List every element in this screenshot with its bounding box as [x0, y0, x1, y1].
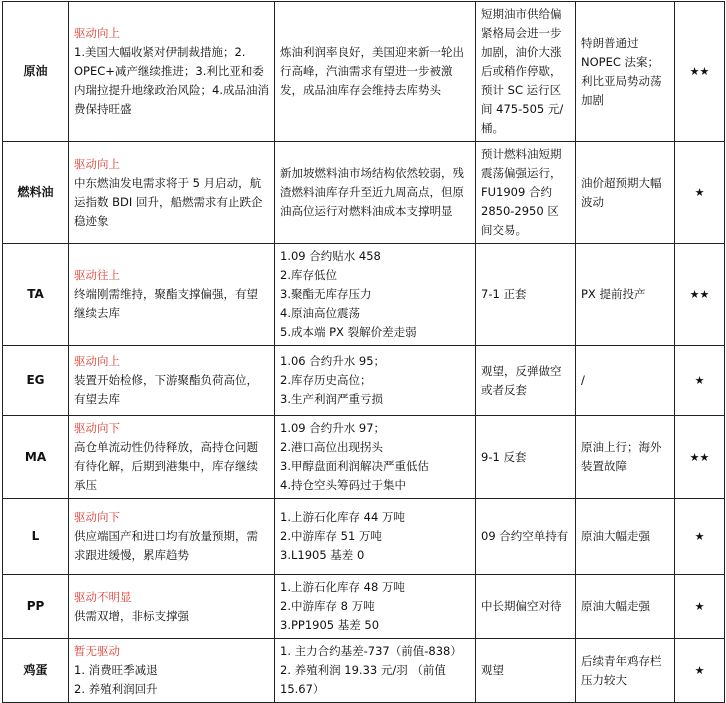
strategy-cell: 观望: [476, 639, 576, 703]
logic-point: 2.中游库存 51 万吨: [280, 529, 382, 543]
logic-cell: [275, 244, 476, 346]
logic-cell: [275, 2, 476, 142]
rating-stars: ★: [675, 346, 725, 416]
commodity-name: 原油: [3, 2, 69, 142]
logic-point: 3.生产利润严重亏损: [280, 392, 383, 406]
logic-point: 4.原油高位震荡: [280, 306, 360, 320]
driver-cell: [69, 244, 275, 346]
rating-stars: ★: [675, 639, 725, 703]
risk-cell: 特朗普通过 NOPEC 法案；利比亚局势动荡加剧: [576, 2, 675, 142]
logic-point: 3.甲醇盘面利润解决严重低估: [280, 459, 429, 473]
logic-point: 2.库存低位: [280, 268, 337, 282]
driver-cell: [69, 416, 275, 499]
driver-direction: 驱动向上: [74, 354, 120, 368]
commodity-name: EG: [3, 346, 69, 416]
logic-point: 2.中游库存 8 万吨: [280, 599, 375, 613]
risk-cell: 原油上行；海外装置故障: [576, 416, 675, 499]
strategy-cell: 09 合约空单持有: [476, 499, 576, 575]
logic-point: 3.PP1905 基差 50: [280, 618, 380, 632]
rating-stars: ★★: [675, 416, 725, 499]
driver-reason: 高仓单流动性仍待释放，高持仓问题有待化解，后期到港集中，库存继续承压: [74, 440, 258, 492]
rating-stars: ★★: [675, 2, 725, 142]
table-row: [3, 2, 725, 142]
logic-point: 4.持仓空头筹码过于集中: [280, 478, 406, 492]
logic-point: 1.09 合约升水 97；: [280, 421, 386, 435]
driver-direction: 驱动向上: [74, 156, 120, 171]
logic-point: 1.09 合约贴水 458: [280, 249, 381, 263]
strategy-cell: 中长期偏空对待: [476, 575, 576, 639]
risk-cell: 原油大幅走强: [576, 499, 675, 575]
driver-direction: 驱动向下: [74, 421, 120, 435]
driver-reason: 终端刚需维持，聚酯支撑偏强，有望继续去库: [74, 287, 258, 320]
logic-point: 2. 养殖利润 19.33 元/羽 （前值 15.67）: [280, 663, 446, 696]
logic-point: 炼油利润率良好，美国迎来新一轮出行高峰，汽油需求有望进一步被激发，成品油库存会维持去库势头: [280, 45, 464, 97]
table-row: [3, 142, 725, 244]
driver-direction: 驱动向上: [74, 26, 120, 40]
driver-cell: [69, 346, 275, 416]
driver-direction: 暂无驱动: [74, 644, 120, 658]
commodity-name: 鸡蛋: [3, 639, 69, 703]
risk-cell: 油价超预期大幅波动: [576, 142, 675, 244]
risk-cell: /: [576, 346, 675, 416]
driver-direction: 驱动向下: [74, 510, 120, 524]
logic-cell: [275, 499, 476, 575]
driver-reason: 1.美国大幅收紧对伊制裁措施；2. OPEC+减产继续推进；3.利比亚和委内瑞拉提升地缘政治风险；4.成品油消费保持旺盛: [74, 45, 269, 116]
driver-direction: 驱动往上: [74, 268, 120, 282]
commodity-name: 燃料油: [3, 142, 69, 244]
driver-cell: [69, 575, 275, 639]
table-body: [3, 2, 725, 703]
risk-cell: PX 提前投产: [576, 244, 675, 346]
driver-reason: 供应端国产和进口均有放量预期，需求跟进缓慢，累库趋势: [74, 529, 258, 562]
logic-point: 1.上游石化库存 48 万吨: [280, 580, 405, 594]
table-row: [3, 244, 725, 346]
table-row: [3, 575, 725, 639]
logic-point: 1. 主力合约基差-737（前值-838）: [280, 644, 462, 658]
table-row: [3, 416, 725, 499]
table-row: [3, 499, 725, 575]
risk-cell: 原油大幅走强: [576, 575, 675, 639]
logic-point: 3.L1905 基差 0: [280, 548, 365, 562]
logic-point: 2.港口高位出现拐头: [280, 440, 383, 454]
driver-reason: 装置开始检修，下游聚酯负荷高位，有望去库: [74, 373, 258, 406]
rating-stars: ★: [675, 575, 725, 639]
logic-cell: [275, 346, 476, 416]
strategy-cell: 短期油市供给偏紧格局会进一步加剧，油价大涨后或稍作停歇，预计 SC 运行区间 475-505 元/桶。: [476, 2, 576, 142]
commodity-table: [2, 1, 725, 703]
strategy-cell: 7-1 正套: [476, 244, 576, 346]
logic-point: 3.聚酯无库存压力: [280, 287, 372, 301]
table-row: [3, 346, 725, 416]
logic-point: 5.成本端 PX 裂解价差走弱: [280, 325, 417, 339]
rating-stars: ★: [675, 142, 725, 244]
commodity-name: L: [3, 499, 69, 575]
logic-point: 2.库存历史高位；: [280, 373, 372, 387]
driver-direction: 驱动不明显: [74, 589, 132, 604]
driver-cell: [69, 142, 275, 244]
strategy-cell: 预计燃料油短期震荡偏强运行，FU1909 合约 2850-2950 区间交易。: [476, 142, 576, 244]
logic-point: 1.06 合约升水 95；: [280, 354, 386, 368]
driver-reason: 中东燃油发电需求将于 5 月启动，航运指数 BDI 回升，船燃需求有止跌企稳迹象: [74, 175, 263, 228]
driver-reason: 1. 消费旺季减退: [74, 663, 158, 677]
rating-stars: ★★: [675, 244, 725, 346]
rating-stars: ★: [675, 499, 725, 575]
logic-point: 1.上游石化库存 44 万吨: [280, 510, 405, 524]
commodity-name: MA: [3, 416, 69, 499]
strategy-cell: 观望，反弹做空或者反套: [476, 346, 576, 416]
driver-cell: [69, 2, 275, 142]
logic-cell: [275, 416, 476, 499]
logic-point: 新加坡燃料油市场结构依然较弱，残渣燃料油库存升至近九周高点，但原油高位运行对燃料油成本支撑明显: [280, 166, 464, 218]
logic-cell: [275, 575, 476, 639]
commodity-name: TA: [3, 244, 69, 346]
logic-cell: [275, 142, 476, 244]
risk-cell: 后续青年鸡存栏压力较大: [576, 639, 675, 703]
commodity-name: PP: [3, 575, 69, 639]
driver-reason: 供需双增，非标支撑强: [74, 608, 189, 623]
driver-reason: 2. 养殖利润回升: [74, 682, 158, 696]
strategy-cell: 9-1 反套: [476, 416, 576, 499]
driver-cell: [69, 499, 275, 575]
